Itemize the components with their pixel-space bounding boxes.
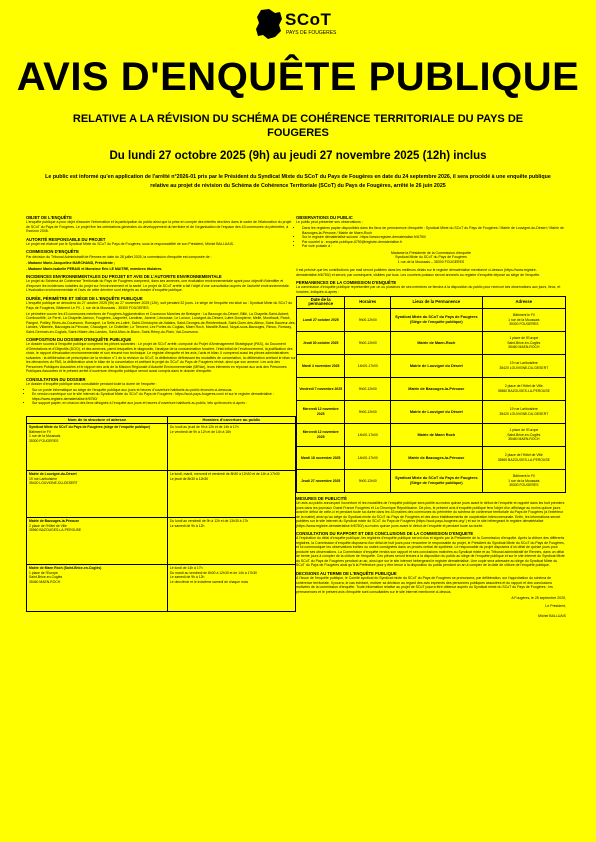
list-item: • Par courriel à : enquete-publique-6750@registre-dematerialise.fr xyxy=(302,240,566,245)
scot-logo xyxy=(255,8,337,42)
rapport-text: À l'expiration du délai d'enquête publique, les registres d'enquête publique seront clos et signés par la Présidente de la Commission d'enquête. Après la clôture des différents registres, la Commission d'enquête disposera d'un délai de huit jours pour rencontrer le responsable du projet, le Président du Syndicat Mixte du SCoT du Pays de Fougères, et lui communiquer les observations écrites ou orales consignées dans un procès-verbal de synthèse. Le responsable du projet disposera d'un délai de quinze jours pour produire ses observations. La Commission d'enquête rendra son rapport et ses conclusions motivées au Syndicat mixte et au Tribunal administratif de Rennes, dans un délai de trente jours à compter de la clôture de l'enquête. Ces pièces seront tenues à la disposition du public au siège de l'enquête publique et sur le site internet du Syndicat Mixte du SCoT du Pays de Fougères pendant un an, ainsi que sur le site internet hébergeant le registre dématérialisé. Une copie sera adressée au siège du Syndicat Mixte du SCoT du Pays de Fougères ainsi qu'à la Préfecture pour y être tenue à la disposition du public pendant un an à compter de la date de clôture de l'enquête publique. xyxy=(296,536,565,568)
table-cell: Mairie de Maen Roch xyxy=(391,423,482,446)
enquiry-dates: Du lundi 27 octobre 2025 (9h) au jeudi 27 novembre 2025 (12h) inclus xyxy=(109,150,487,162)
table-row: Mairie de Louvigné-du-Désert 19 rue Lariboisière 35420 LOUVIGNE-DU-DESERT Le lundi, mardi, mercredi et vendredi de 8h30 à 12h30 et de 14h à 17h30 Le jeudi de 8h30 à 12h30 xyxy=(27,471,296,518)
table-row: Mairie de Maen Roch (Saint-Brice-en-Coglès) 1 place de l'Europe Saint-Brice-en-Coglès 35460 MAEN-ROCH Le lundi de 14h à 17h Du mardi au vendredi de 8h30 à 12h30 et de 14h à 17h30 Le samedi de 9h à 12h Le deuxième et le troisième samedi de chaque mois xyxy=(27,565,296,612)
commission-heading: COMMISSION D'ENQUÊTE xyxy=(26,249,79,255)
table-cell: 19 rue Lariboisière 35420 LOUVIGNE-DU-DESERT xyxy=(482,354,565,377)
table-cell: 9h00-12h00 xyxy=(345,308,391,331)
postal-address: Madame la Présidente de la Commission d'enquête Syndicat Mixte du SCoT du Pays de Fougères 1 rue de la Moussais – 35300 FOUGERES xyxy=(390,250,472,264)
incidences-text: Le projet du Schéma de Cohérence Territoriale du Pays de Fougères comprend, dans ses annexes, une évaluation environnementale ayant pour objectif d'identifier et d'exposer les incidences notables du projet sur l'environnement et la santé. Le projet de SCoT arrêté a fait l'objet d'une consultation auprès de l'autorité environnementale. L'évaluation environnementale et l'avis de cette dernière sont intégrés au dossier d'enquête publique. xyxy=(26,279,290,293)
table-row: Mairie de Bazouges-la-Pérouse 2 place de l'Hôtel de Ville 35560 BAZOUGES-LA-PEROUSE Du lundi au vendredi de 9h à 12h et de 13h30 à 17h Le samedi de 9h à 12h xyxy=(27,518,296,565)
table-cell: Jeudi 27 novembre 2025 xyxy=(297,469,345,492)
publicite-text: Un avis au public annonçant l'ouverture et les modalités de l'enquête publique sera publié au moins quinze jours avant le début de l'enquête et rappelé dans les huit premiers jours dans les journaux Ouest France Fougères et La Chronique Républicaine. De plus, le présent avis d'enquête publique fera l'objet d'un affichage au moins quinze jours avant le début de celle-ci et pendant toute sa durée dans les 43 mairies des communes du périmètre du schéma de cohérence territoriale du Pays de Fougères (à l'extérieur de la mairie) ainsi qu'au siège du Syndicat mixte du SCoT du Pays de Fougères et des deux établissements de coopération intercommunale. Enfin, les informations seront publiées sur le site internet du Syndicat mixte du SCoT du Pays de Fougères (https://scot-pays-fougeres.org/ ) et sur le site hébergeant le registre dématérialisé (https://www.registre-dematerialise.fr/6750/) au moins quinze jours avant le début de l'enquête et pendant toute sa durée. xyxy=(296,501,565,528)
table-row xyxy=(297,354,566,377)
objet-heading: OBJET DE L'ENQUÊTE xyxy=(26,215,72,220)
table-cell: Jeudi 30 octobre 2025 xyxy=(297,331,345,354)
table-row xyxy=(297,423,566,446)
observations-note: Il est précisé que les contributions par mail seront publiées dans les meilleurs délais sur le registre dématérialisé mentionné ci-dessus (https://www.registre-dematerialise.fr/6750/) et seront, par conséquent, visibles par tous. Les courriers postaux seront annexés au registre d'enquête déposé au siège de l'enquête. xyxy=(296,268,541,277)
table-cell: Bâtiment le Fil 1 rue de la Moussais 35300 FOUGERES xyxy=(482,469,565,492)
consultation-text: Le dossier d'enquête publique sera consultable pendant toute la durée de l'enquête : xyxy=(26,381,157,386)
table-cell: 2 place de l'Hôtel de Ville 35560 BAZOUGES-LA-PEROUSE xyxy=(482,377,565,400)
logo-subtext: PAYS DE FOUGERES xyxy=(286,30,337,36)
table-cell: 14h00-17h00 xyxy=(345,446,391,469)
table-header: Nom de la structure et adresse xyxy=(27,416,168,424)
observations-heading: OBSERVATIONS DU PUBLIC xyxy=(296,215,353,220)
table-cell: 1 place de l'Europe Saint-Brice-en-Coglès 35460 MAEN-ROCH xyxy=(482,331,565,354)
composition-text: Le dossier soumis à l'enquête publique comprend les pièces suivantes : Le projet de SCoT arrêté, composé du Projet d'Aménagement Stratégique (PAS), du Document d'Orientations et d'Objectifs (DOO), et des annexes, parmi lesquelles le diagnostic, l'analyse de la consommation foncière, l'état initial de l'environnement, la justification des choix, le rapport d'évaluation environnementale et son résumé non technique. Le registre d'enquête et les avis, l'avis et bilan. Il comprend aussi les pièces administratives suivantes : la délibération de prescription de la révision n°1 de la révision du SCoT, la délibération définissant les modalités de concertation, la délibération arrêtant le bilan sur les démarches du PAS, la délibération ainsi le bilan de la concertation et arrêtant le projet du SCoT du Pays de Fougères révisé, ainsi que son annexe. Les avis des Personnes Publiques Associées et le rapport des avis de la Mission Régionale d'Autorité Environnementale (MRAe), leurs éléments en réponse aux avis des Personnes Publiques Associées et le présent arrêté d'ouverture d'enquête publique seront aussi compris dans le dossier d'enquête. xyxy=(26,342,296,374)
publicite-heading: MESURES DE PUBLICITÉ xyxy=(296,495,347,501)
incidences-heading: INCIDENCES ENVIRONNEMENTALES DU PROJET ET AVIS DE L'AUTORITE ENVIRONNEMENTALE xyxy=(26,274,222,280)
table-row xyxy=(297,469,566,492)
table-header: Adresse xyxy=(482,296,565,308)
table-cell: Lundi 27 octobre 2025 xyxy=(297,308,345,331)
table-cell: 9h00-12h00 xyxy=(345,400,391,423)
autorite-text: Le projet est élaboré par le Syndicat Mixte du SCoT du Pays de Fougères, sous la responsabilité de son Président, Michel BALLUAIS. xyxy=(26,241,234,246)
table-cell: Mardi 4 novembre 2025 xyxy=(297,354,345,377)
commission-member-2: - Madame Marie-Isabelle PERAIS et Monsieur Eric LE MAITRE, membres titulaires. xyxy=(26,266,163,271)
signature-block: A Fougères, le 25 septembre 2025, Le Président, Michel BALLUAIS xyxy=(511,596,566,619)
table-cell: 1 place de l'Europe Saint-Brice-en-Coglès 35460 MAEN-ROCH xyxy=(482,423,565,446)
table-cell: Mardi 18 novembre 2025 xyxy=(297,446,345,469)
table-header: Horaires d'ouverture au public xyxy=(167,416,295,424)
table-row xyxy=(297,331,566,354)
table-row xyxy=(297,377,566,400)
table-cell: Mercredi 12 novembre 2025 xyxy=(297,400,345,423)
left-column xyxy=(26,212,296,612)
table-row xyxy=(297,308,566,331)
page-subtitle: RELATIVE A LA RÉVISION DU SCHÉMA DE COHÉRENCE TERRITORIALE DU PAYS DE FOUGERES xyxy=(72,113,524,139)
consultation-list xyxy=(26,388,296,406)
composition-heading: COMPOSITION DU DOSSIER D'ENQUÊTE PUBLIQUE xyxy=(26,337,132,343)
list-item: • Sur un poste informatique au siège de l'enquête publique aux jours et heures d'ouverture habituels au public énoncés ci-dessous. xyxy=(32,388,296,393)
opening-hours-table xyxy=(26,416,296,613)
consultation-heading: CONSULTATION DU DOSSIER xyxy=(26,376,86,382)
permanences-text: La commission d'enquête publique représentée par un ou plusieurs de ses membres se tiendra à la disposition du public pour recevoir ses observations aux jours, lieux, et horaires, indiqués ci-après : xyxy=(296,285,561,294)
table-cell: 2 place de l'Hôtel de Ville 35560 BAZOUGES-LA-PEROUSE xyxy=(482,446,565,469)
observations-list xyxy=(296,226,566,249)
table-header: Lieux de la Permanence xyxy=(391,296,482,308)
duree-text: L'enquête publique se déroulera du 27 octobre 2025 (9h) au 27 novembre 2025 (12h), soit pendant 32 jours. Le siège de l'enquête est situé au : Syndicat Mixte du SCoT du Pays de Fougères, Bâtiment Le Fil - 1 rue de la Moussais - 35300 FOUGERES. xyxy=(26,301,293,310)
list-item: • Sur le registre dématérialisé suivant : https://www.registre-dematerialise.fr/6750/ xyxy=(302,235,566,240)
table-cell: 9h00-12h00 xyxy=(345,377,391,400)
table-cell: 14h00-17h00 xyxy=(345,423,391,446)
table-header: Date de la permanence xyxy=(297,296,345,308)
rapport-heading: CONSULTATION DU RAPPORT ET DES CONCLUSIONS DE LA COMMISSION D'ENQUETE xyxy=(296,531,474,537)
intro-paragraph: Le public est informé qu'en application de l'arrêté n°2026-01 pris par le Président du Syndicat Mixte du SCoT du Pays de Fougères en date du 24 septembre 2026, il sera procédé à une enquête publique relative au projet de révision du Schéma de Cohérence Territoriale (SCoT) du Pays de Fougères, arrêté le 26 juin 2025 xyxy=(45,174,551,189)
permanences-table xyxy=(296,296,566,493)
list-item: • En version numérique sur le site internet du Syndicat Mixte du SCoT du Pays de Fougères : https://scot-pays-fougeres.com/ et sur le registre dématérialisé : https://www.registre-dematerialise.fr/6750/ xyxy=(32,392,296,401)
table-row xyxy=(297,446,566,469)
table-header: Horaires xyxy=(345,296,391,308)
perimetre-text: Le périmètre couvre les 43 communes membres de Fougères Agglomération et Couesnon Marches de Bretagne : La Bazouge-du-Désert, Billé, La Chapelle-Saint-Aubert, Combourtillé, Le Ferré, La Chapelle-Janson, Fougères, Laignelet, Landéan, Javené, Lécousse, Le Loroux, Louvigné-du-Désert, Luitré-Dompierre, Mellé, Monthault, Parcé, Parigné, Poilley, Rives-du-Couesnon, Romagné, La Selle-en-Luitré, Saint-Christophe-de-Valains, Saint-Georges-de-Reintembault, Saint-Ouen-des-Alleux, Saint-Sauveur-des-Landes, Villamée, Bazouges-la-Pérouse, Chauvigné, Le Châtellier, Le Tiercent, Les Portes du Coglais, Maen Roch, Marcillé-Raoul, Noyal-sous-Bazouges, Rimou, Romazy, Saint-Germain-en-Coglais, Saint-Hilaire-des-Landes, Saint-Marc-le-Blanc, Saint-Rémy-du-Plain, Val-Couesnon. xyxy=(26,311,296,334)
logo-text: SCoT xyxy=(285,10,332,29)
table-cell: 9h00-12h00 xyxy=(345,331,391,354)
commission-text: Par décision du Tribunal Administratif de Rennes en date du 28 juillet 2025, la commission d'enquête est composée de : xyxy=(26,254,212,259)
table-cell: Mercredi 12 novembre 2025 xyxy=(297,423,345,446)
table-cell: Mairie de Bazouges-la-Pérouse xyxy=(391,377,482,400)
table-cell: Mairie de Maen-Roch xyxy=(391,331,482,354)
table-cell: 9h00-12h00 xyxy=(345,469,391,492)
list-item: • Sur support papier, en chacun des lieux désignés à l'enquête aux jours et heures d'ouverture habituels au public, tels qu'énoncés ci-après : xyxy=(32,401,296,406)
permanences-heading: PERMANENCES DE LA COMMISSION D'ENQUÊTE xyxy=(296,280,397,286)
table-row xyxy=(297,400,566,423)
page-title: AVIS D'ENQUÊTE PUBLIQUE xyxy=(16,55,580,99)
decisions-heading: DECISIONS AU TERME DE L'ENQUÊTE PUBLIQUE xyxy=(296,570,397,576)
table-cell: Bâtiment le Fil 1 rue de la Moussais 35300 FOUGERES xyxy=(482,308,565,331)
table-cell: Vendredi 7 novembre 2025 xyxy=(297,377,345,400)
commission-member-1: - Madame Marie-Jacqueline MARCHAND, Présidente ; xyxy=(26,260,116,265)
table-cell: 14h00-17h00 xyxy=(345,354,391,377)
table-cell: 19 rue Lariboisière 35420 LOUVIGNE-DU-DESERT xyxy=(482,400,565,423)
right-column xyxy=(296,212,566,619)
territory-map-icon xyxy=(255,8,283,40)
duree-heading: DURÉE, PÉRIMÈTRE ET SIÈGE DE L'ENQUÊTE PUBLIQUE xyxy=(26,295,143,301)
table-cell: Syndicat Mixte du SCoT du Pays de Fougères (Siège de l'enquête publique) xyxy=(391,308,482,331)
objet-text: L'enquête publique a pour objet d'assurer l'information et la participation du public ainsi que la prise en compte des intérêts des tiers dans le cadre de l'élaboration du projet de SCoT du Pays de Fougères. Le projet fixe les orientations générales du développement du territoire et de l'organisation de l'espace des 43 communes du périmètre, à l'horizon 2045. xyxy=(26,220,292,234)
table-cell: Mairie de Louvigné du Désert xyxy=(391,354,482,377)
table-row: Syndicat Mixte du SCoT du Pays de Fougères (siège de l'enquête publique) Bâtiment le Fil 1 rue de la Moussais 35300 FOUGERES Du lundi au jeudi de 9h à 12h et de 14h à 17h Le vendredi de 9h à 12h et de 14h à 16h xyxy=(27,424,296,471)
table-cell: Mairie de Bazouges-la-Pérouse xyxy=(391,446,482,469)
list-item: • Par voie postale à : xyxy=(302,244,566,249)
table-cell: Mairie de Louvigné du Désert xyxy=(391,400,482,423)
autorite-heading: AUTORITÉ RESPONSABLE DU PROJET xyxy=(26,236,106,242)
table-cell: Syndicat Mixte du SCoT du Pays de Fougères (Siège de l'enquête publique) xyxy=(391,469,482,492)
list-item: • Dans les registres papier disponibles dans les lieux de permanence d'enquête : Syndicat Mixte du SCoT du Pays de Fougères / Mairie de Louvigné-du-Désert / Mairie de Bazouges-la-Pérouse / Mairie de Maen-Roch xyxy=(302,226,566,235)
decisions-text: À l'issue de l'enquête publique, le Comité syndical du Syndicat mixte du SCoT du Pays de Fougères se prononcera, par délibération, sur l'approbation du schéma de cohérence territoriale. Il pourra, le cas échéant, motiver sa décision au regard des avis exprimés des personnes publiques associées et du rapport et des conclusions motivées de la commission d'enquête. Toute information relative au projet de SCoT pourra être obtenue auprès du Syndicat mixte du SCoT du Pays de Fougères ; les permanences et le présent avis d'enquête sont consultables sur le site internet mentionné ci-dessus. xyxy=(296,576,553,594)
observations-text: Le public peut présenter ses observations : xyxy=(296,220,363,225)
